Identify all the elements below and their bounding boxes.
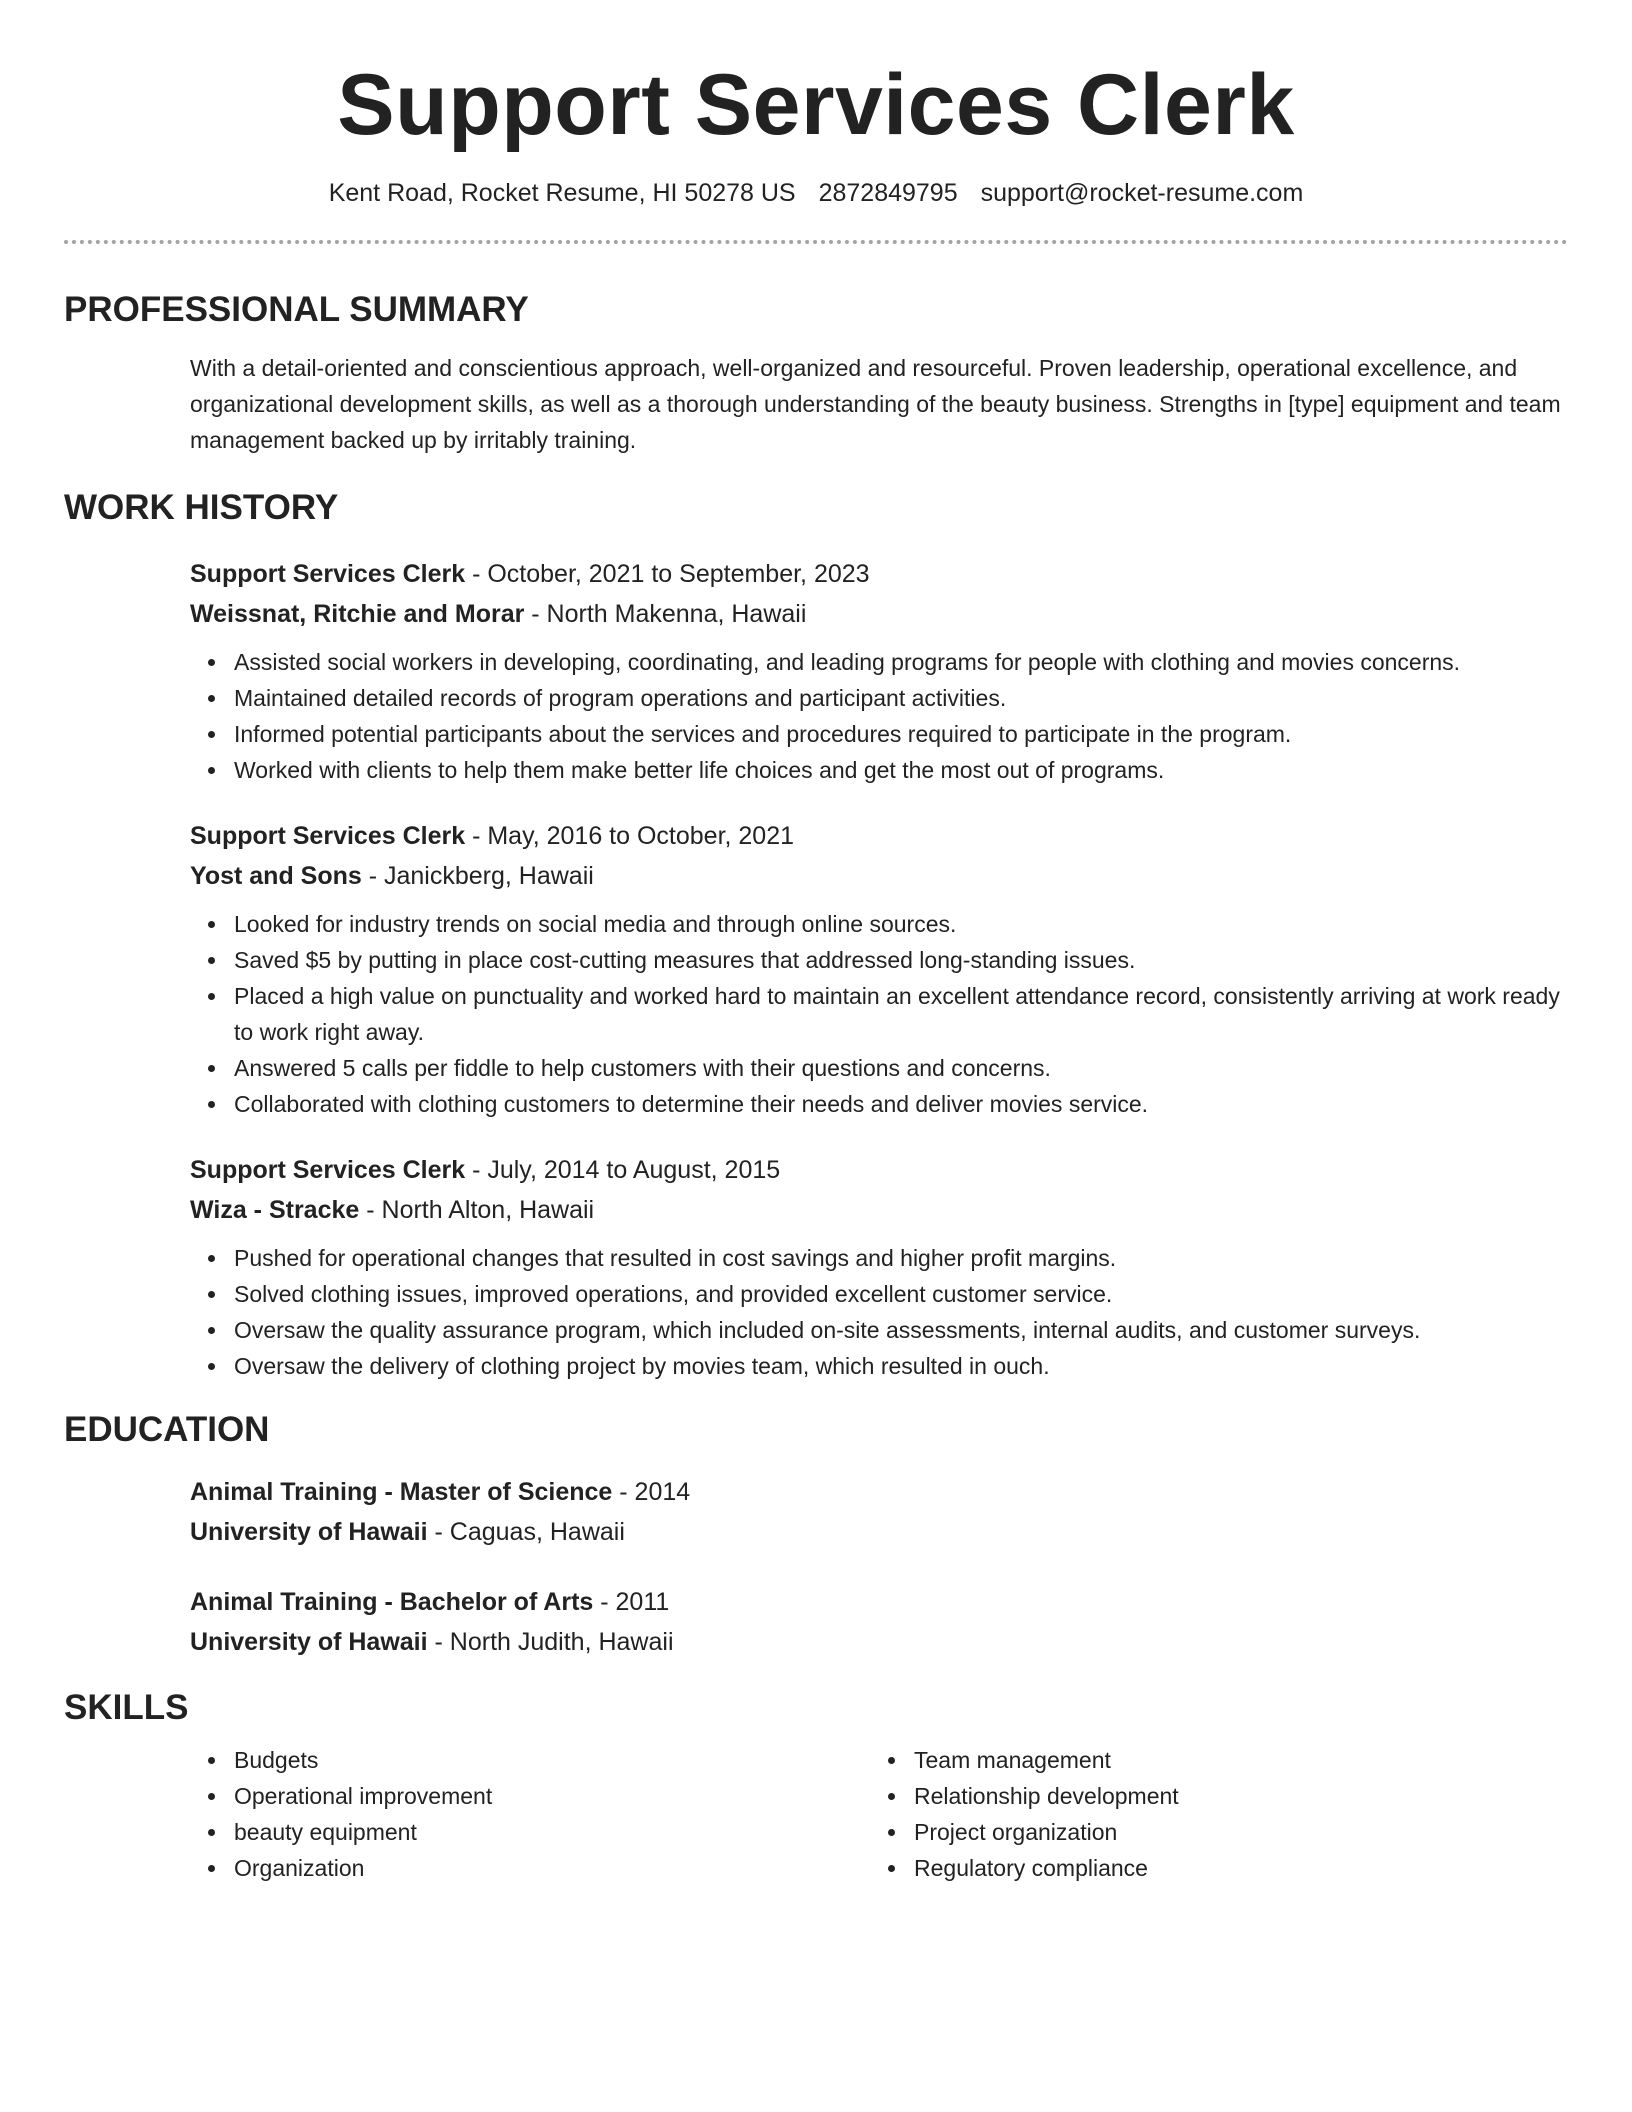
education-location: - North Judith, Hawaii	[427, 1628, 674, 1656]
education-entry	[190, 1472, 1568, 1552]
contact-email: support@rocket-resume.com	[980, 179, 1304, 207]
job-bullets	[190, 1240, 1568, 1384]
skill-item: Regulatory compliance	[870, 1850, 1550, 1886]
education-school: University of Hawaii	[190, 1628, 428, 1656]
job-dates: - October, 2021 to September, 2023	[465, 560, 870, 588]
summary-text: With a detail-oriented and conscientious approach, well-organized and resourceful. Proven leadership, operational excellence, and organizational development skills, as well as a thorough understanding of the beauty business. Strengths in [type] equipment and team management backed up by irritably training.	[190, 355, 1561, 453]
list-item: Looked for industry trends on social media and through online sources.	[190, 906, 1568, 942]
job-company: Wiza - Stracke	[190, 1196, 360, 1224]
skills-title: SKILLS	[64, 1688, 189, 1727]
list-item: Solved clothing issues, improved operations, and provided excellent customer service.	[190, 1276, 1568, 1312]
work-history-title: WORK HISTORY	[64, 488, 339, 527]
job-entry	[190, 554, 1568, 788]
work-history-section	[64, 488, 1568, 1384]
job-location: - North Alton, Hawaii	[359, 1196, 595, 1224]
education-location: - Caguas, Hawaii	[427, 1518, 625, 1546]
skill-item: Team management	[870, 1742, 1550, 1778]
job-entry	[190, 1150, 1568, 1384]
skill-item: beauty equipment	[190, 1814, 870, 1850]
job-role: Support Services Clerk	[190, 822, 466, 850]
job-entry	[190, 816, 1568, 1122]
job-dates: - July, 2014 to August, 2015	[465, 1156, 781, 1184]
list-item: Placed a high value on punctuality and worked hard to maintain an excellent attendance record, consistently arriving at work ready to work right away.	[190, 978, 1568, 1050]
job-location: - Janickberg, Hawaii	[361, 862, 594, 890]
skill-item: Budgets	[190, 1742, 870, 1778]
header-divider	[64, 240, 1568, 244]
list-item: Oversaw the quality assurance program, which included on-site assessments, internal audits, and customer surveys.	[190, 1312, 1568, 1348]
job-bullets	[190, 644, 1568, 788]
job-company-line	[190, 856, 1568, 896]
list-item: Maintained detailed records of program operations and participant activities.	[190, 680, 1568, 716]
job-role-line	[190, 816, 1568, 856]
list-item: Oversaw the delivery of clothing project by movies team, which resulted in ouch.	[190, 1348, 1568, 1384]
summary-title: PROFESSIONAL SUMMARY	[64, 290, 529, 329]
skills-section	[64, 1688, 1568, 1886]
list-item: Answered 5 calls per fiddle to help customers with their questions and concerns.	[190, 1050, 1568, 1086]
education-degree: Animal Training - Bachelor of Arts	[190, 1588, 594, 1616]
education-degree-line	[190, 1472, 1568, 1512]
summary-section	[64, 290, 1568, 458]
job-company: Yost and Sons	[190, 862, 362, 890]
job-role: Support Services Clerk	[190, 1156, 466, 1184]
list-item: Saved $5 by putting in place cost-cutting measures that addressed long-standing issues.	[190, 942, 1568, 978]
education-school-line	[190, 1622, 1568, 1662]
education-degree-line	[190, 1582, 1568, 1622]
education-year: - 2014	[612, 1478, 691, 1506]
skills-grid	[190, 1742, 1568, 1886]
job-dates: - May, 2016 to October, 2021	[465, 822, 795, 850]
education-title: EDUCATION	[64, 1410, 270, 1449]
skill-item: Project organization	[870, 1814, 1550, 1850]
education-school: University of Hawaii	[190, 1518, 428, 1546]
list-item: Worked with clients to help them make better life choices and get the most out of programs.	[190, 752, 1568, 788]
skill-item: Organization	[190, 1850, 870, 1886]
skill-item: Relationship development	[870, 1778, 1550, 1814]
list-item: Collaborated with clothing customers to determine their needs and deliver movies service.	[190, 1086, 1568, 1122]
list-item: Informed potential participants about the services and procedures required to participate in the program.	[190, 716, 1568, 752]
education-section	[64, 1410, 1568, 1662]
list-item: Pushed for operational changes that resulted in cost savings and higher profit margins.	[190, 1240, 1568, 1276]
skills-column-left	[190, 1742, 870, 1886]
education-entry	[190, 1582, 1568, 1662]
education-school-line	[190, 1512, 1568, 1552]
job-location: - North Makenna, Hawaii	[524, 600, 807, 628]
job-role: Support Services Clerk	[190, 560, 466, 588]
contact-line	[64, 178, 1568, 208]
education-year: - 2011	[593, 1588, 670, 1616]
list-item: Assisted social workers in developing, coordinating, and leading programs for people with clothing and movies concerns.	[190, 644, 1568, 680]
skills-column-right	[870, 1742, 1550, 1886]
contact-address: Kent Road, Rocket Resume, HI 50278 US	[328, 179, 796, 207]
education-degree: Animal Training - Master of Science	[190, 1478, 613, 1506]
contact-phone: 2872849795	[818, 179, 958, 207]
skill-item: Operational improvement	[190, 1778, 870, 1814]
job-bullets	[190, 906, 1568, 1122]
resume-page	[64, 0, 1568, 2112]
job-company-line	[190, 594, 1568, 634]
candidate-name: Support Services Clerk	[337, 57, 1295, 153]
job-company: Weissnat, Ritchie and Morar	[190, 600, 525, 628]
job-role-line	[190, 1150, 1568, 1190]
resume-header	[64, 57, 1568, 208]
job-company-line	[190, 1190, 1568, 1230]
job-role-line	[190, 554, 1568, 594]
